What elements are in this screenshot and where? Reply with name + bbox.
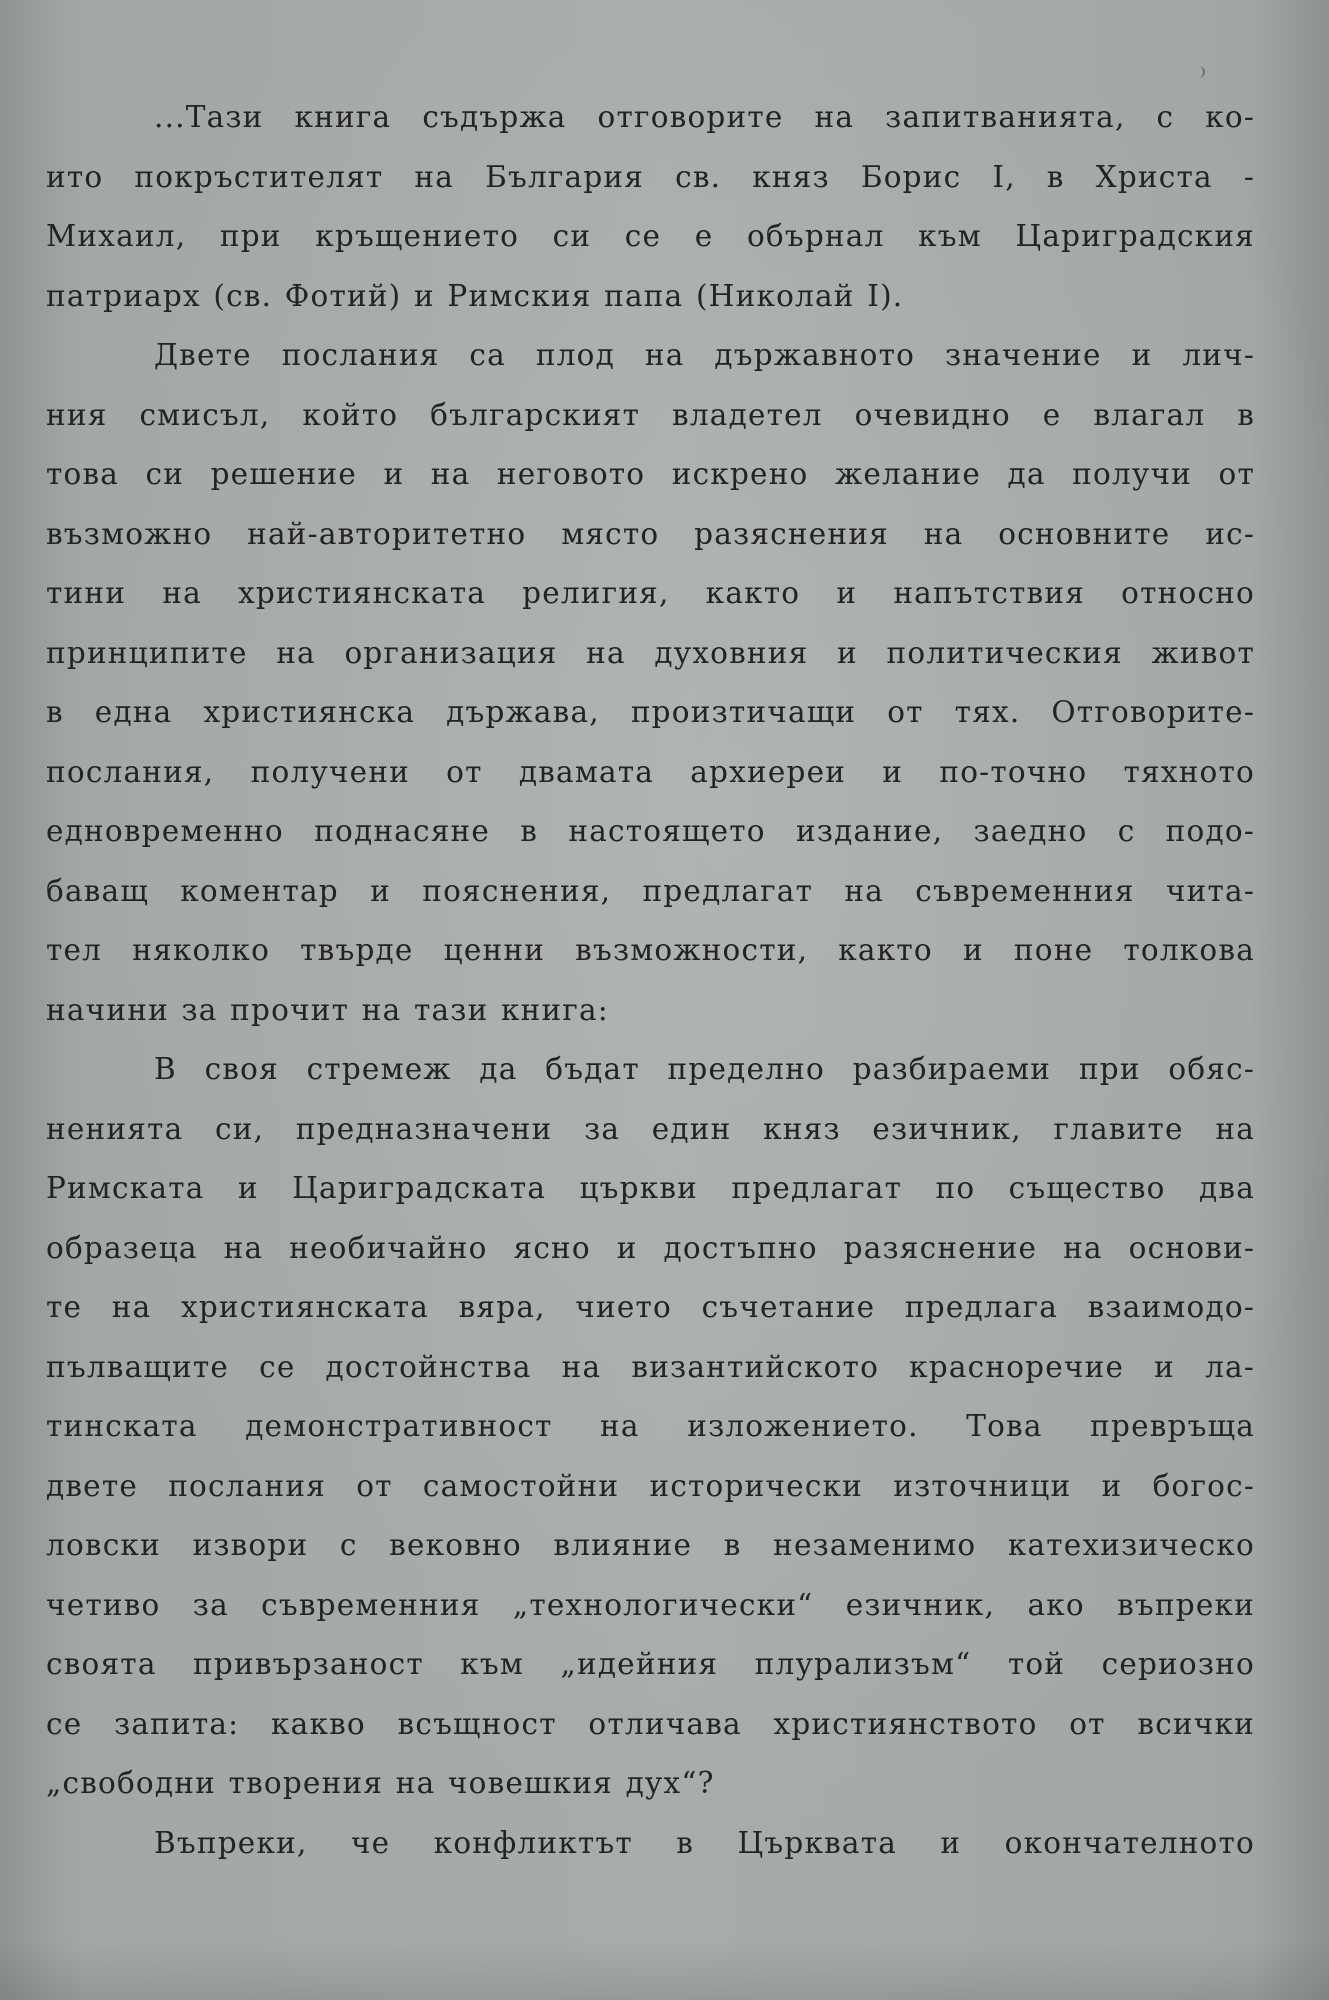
text-line: едновременно поднасяне в настоящето издание, заедно с подо- xyxy=(46,814,1255,848)
text-line: в една християнска държава, произтичащи от тях. Отговорите- xyxy=(46,695,1255,729)
text-line: патриарх (св. Фотий) и Римския папа (Николай I). xyxy=(46,278,904,313)
text-line: тини на християнската религия, както и напътствия относно xyxy=(46,576,1255,610)
text-line: тел няколко твърде ценни възможности, както и поне толкова xyxy=(46,933,1255,967)
text-line: ...Тази книга съдържа отговорите на запитванията, с ко- xyxy=(154,100,1255,134)
text-line: своята привързаност към „идейния плурализъм“ той сериозно xyxy=(46,1647,1255,1681)
body-text xyxy=(46,88,1255,1873)
margin-mark xyxy=(1196,66,1205,78)
text-line: образеца на необичайно ясно и достъпно разяснение на основи- xyxy=(46,1230,1255,1265)
text-line: ловски извори с вековно влияние в незаменимо катехизическо xyxy=(46,1528,1255,1562)
text-line: това си решение и на неговото искрено желание да получи от xyxy=(46,457,1255,491)
text-line: „свободни творения на човешкия дух“? xyxy=(46,1766,715,1800)
text-line: Михаил, при кръщението си се е обърнал към Цариградския xyxy=(46,219,1255,253)
text-line: тинската демонстративност на изложението. Това превръща xyxy=(46,1409,1255,1443)
text-line: възможно най-авторитетно място разяснения на основните ис- xyxy=(46,516,1255,551)
text-line: ненията си, предназначени за един княз езичник, главите на xyxy=(46,1111,1255,1146)
text-line: ния смисъл, който българският владетел очевидно е влагал в xyxy=(46,397,1255,432)
text-line: пълващите се достойнства на византийското красноречие и ла- xyxy=(46,1349,1255,1384)
text-line: четиво за съвременния „технологически“ езичник, ако въпреки xyxy=(46,1587,1255,1622)
text-line: двете послания от самостойни исторически източници и богос- xyxy=(46,1468,1255,1503)
text-line: начини за прочит на тази книга: xyxy=(46,992,609,1027)
text-line: принципите на организация на духовния и политическия живот xyxy=(46,635,1255,670)
text-line: Двете послания са плод на държавното значение и лич- xyxy=(154,338,1255,372)
text-line: послания, получени от двамата архиереи и по-точно тяхното xyxy=(46,754,1255,789)
text-line: се запита: какво всъщност отличава християнството от всички xyxy=(46,1706,1255,1741)
text-line: ито покръстителят на България св. княз Борис I, в Христа - xyxy=(46,159,1255,194)
text-line: Римската и Цариградската църкви предлагат по същество два xyxy=(46,1171,1255,1205)
text-line: В своя стремеж да бъдат пределно разбираеми при обяс- xyxy=(154,1052,1255,1086)
text-line: баващ коментар и пояснения, предлагат на съвременния чита- xyxy=(46,873,1255,908)
text-line: Въпреки, че конфликтът в Църквата и окончателното xyxy=(154,1825,1255,1860)
text-line: те на християнската вяра, чието съчетание предлага взаимодо- xyxy=(46,1290,1255,1324)
